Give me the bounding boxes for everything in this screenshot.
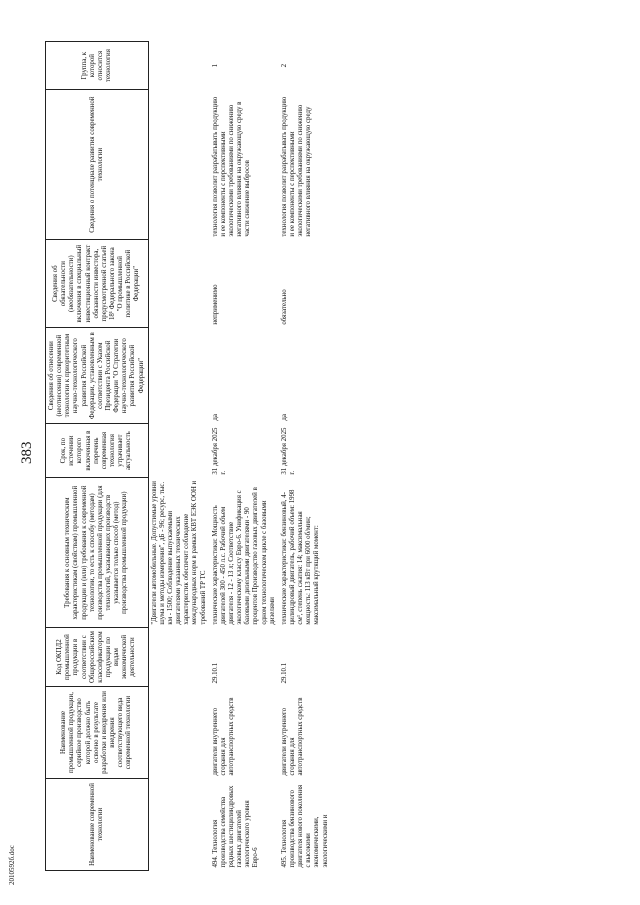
row-potential: технология позволит разрабатывать продукцию и ее компоненты с перспективными экологическими требованиями по снижению негативного влияния на окружающую среду в части снижение выбросов (211, 96, 252, 237)
continuation-row (148, 42, 209, 871)
row-priority: да (211, 414, 219, 421)
row-product: двигатели внутреннего сгорания для автотранспортных средств (280, 697, 305, 776)
header-potential: Сведения о потенциале развития современной технологии (46, 90, 149, 240)
footer-filename: 2010592б.doc (8, 845, 16, 885)
header-product: Наименование промышленной продукции, серийное производство которой должно быть освоено в результате разработки и внедрения или внедрения соответствующего вида современной технологии (46, 687, 149, 779)
header-group: Группа, к которой относится технология (46, 42, 149, 90)
header-row (46, 42, 149, 871)
row-potential: технология позволит разрабатывать продукцию и ее компоненты с перспективными экологическими требованиями по снижению негативного влияния на окружающую среду (280, 96, 313, 237)
row-index: 495. (280, 855, 288, 868)
row-tech: Технология производства семейства рядных шестицилиндровых газовых двигателей экологического уровня Евро-6 (211, 785, 260, 868)
row-tech: Технология производства бензинового двигателя нового поколения с высокими экономическими, экологическими и (280, 784, 329, 868)
header-mandatory: Сведения об обязательности (необязательности) включения в специальный инвестиционный контракт обязанности инвестора, предусмотренной статьей 18¹ Федерального закона "О промышленной политике в Российской Федерации" (46, 240, 149, 328)
row-group: 1 (211, 63, 219, 68)
table-row (210, 42, 279, 871)
header-tech: Наименование современной технологии (46, 779, 149, 871)
page-number: 383 (19, 441, 35, 464)
row-index: 494. (211, 855, 219, 868)
header-term: Срок, по истечении которого включенная в перечень современная технология утрачивает актуальность (46, 424, 149, 478)
row-term: 31 декабря 2025 г. (211, 427, 227, 475)
row-mandatory: неприменимо (211, 284, 219, 325)
row-code: 29.10.1 (211, 662, 219, 684)
table-row (279, 42, 332, 871)
row-code: 29.10.1 (280, 662, 288, 684)
header-requirements: Требования к основным техническим характеристикам (свойствам) промышленной продукции и (или) требования к современной технологии, то есть к способу (методам) производства промышленной продукции (для технологий, указывающих производств указывается только способ (метод) производства промышленной продукции) (46, 478, 149, 628)
row-mandatory: обязательно (280, 289, 288, 325)
row-requirements: технические характеристики: Мощность двигателей 300 - 450 л.с. Рабочий объем двигателя - 12 - 13 л; Соответствие экологическому классу Евро-6. Унификация с базовыми дизельными двигателями - 90 процентов Производство газовых двигателей в одном технологическом цикле с базовыми дизелями (211, 487, 276, 625)
header-code: Код ОКПД2 промышленной продукции в соответствии с Общероссийским классификатором продукции по видам экономической деятельности (46, 628, 149, 687)
rotated-page (15, 27, 625, 877)
row-group: 2 (280, 63, 288, 68)
continuation-text: "Двигатели автомобильные. Допустимые уровни шума и методы измерения", дБ - 96; ресурс, тыс. км - 1500; Соблюдение выпускаемыми двигателями указанных технических характеристик обеспечит соблюдение международных норм в рамках КВТ ЕЭК ООН и требований ТР ТС (150, 480, 207, 625)
row-requirements: технические характеристики: бензиновый, 4-цилиндровый двигатель, рабочий объем: 1998 см³, степень сжатия: 14; максимальная мощность: 113 кВт при 6000 об/мин; максимальный крутящий момент: (280, 489, 321, 625)
technology-table (45, 41, 332, 871)
header-priority: Сведения об отнесении (неотнесении) современной технологии к приоритетным научно-технологического развития Российской Федерации, установленным в соответствии с Указом Президента Российской Федерации "О Стратегии научно-технологического развития Российской Федерации" (46, 328, 149, 424)
row-term: 31 декабря 2025 г. (280, 427, 296, 475)
row-priority: да (280, 414, 288, 421)
row-product: двигатели внутреннего сгорания для автотранспортных средств (211, 697, 235, 776)
